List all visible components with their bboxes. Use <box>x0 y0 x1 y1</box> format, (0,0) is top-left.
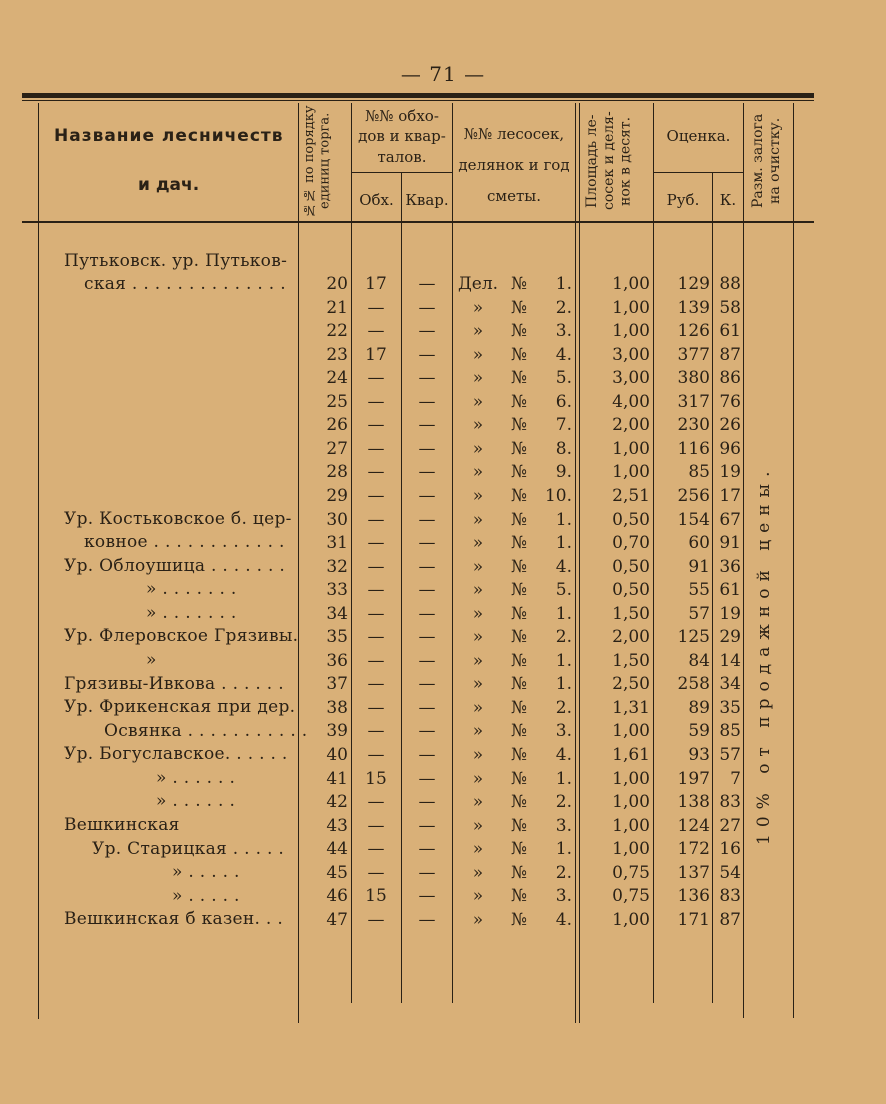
cell-rub: 377 <box>677 344 710 365</box>
name-row: Освянка . . . . . . . . . . . <box>104 721 308 741</box>
cell-rub: 93 <box>688 745 710 765</box>
cell-num: 1. <box>555 768 572 789</box>
cell-les: » <box>472 391 484 412</box>
cell-n: 41 <box>326 768 348 789</box>
cell-rub: 126 <box>677 321 710 342</box>
cell-obh: — <box>367 462 385 483</box>
cell-kop: 27 <box>719 815 741 836</box>
cell-num: 3. <box>555 321 572 342</box>
cell-no: № <box>510 674 528 695</box>
cell-les: » <box>472 485 484 506</box>
cell-no: № <box>510 627 528 648</box>
cell-rub: 60 <box>688 533 710 554</box>
cell-kv: — <box>418 792 436 813</box>
cell-no: № <box>510 344 528 365</box>
cell-kop: 83 <box>719 886 741 907</box>
cell-rub: 197 <box>677 768 710 789</box>
cell-n: 47 <box>326 909 348 930</box>
cell-area: 1,00 <box>612 909 650 930</box>
header-area-col: Площадь ле-сосек и дeля-нок в десят. <box>584 111 634 211</box>
header-obkhod-group: №№ обхо-дов и квар-талов. <box>358 107 446 166</box>
cell-kop: 19 <box>719 462 741 483</box>
cell-n: 40 <box>326 745 348 765</box>
cell-obh: — <box>367 391 385 412</box>
cell-les: » <box>472 721 484 742</box>
cell-kop: 29 <box>719 627 741 648</box>
cell-obh: — <box>367 580 385 601</box>
cell-kv: — <box>418 533 436 554</box>
cell-no: № <box>510 533 528 554</box>
cell-kv: — <box>418 839 436 860</box>
name-row: » . . . . . . <box>156 768 236 788</box>
cell-kop: 57 <box>719 745 741 765</box>
cell-les: » <box>472 556 484 577</box>
cell-n: 39 <box>326 721 348 742</box>
cell-kop: 16 <box>719 839 741 860</box>
cell-rub: 139 <box>677 297 710 318</box>
cell-kv: — <box>418 297 436 318</box>
cell-area: 1,00 <box>612 839 650 860</box>
cell-area: 1,61 <box>612 745 650 765</box>
cell-no: № <box>510 368 528 389</box>
cell-num: 1. <box>555 533 572 554</box>
name-row: » . . . . . . . <box>146 579 237 599</box>
cell-area: 0,50 <box>612 556 650 577</box>
cell-n: 23 <box>326 344 348 365</box>
cell-no: № <box>510 862 528 883</box>
header-ocenka-group: Оценка. <box>666 127 731 145</box>
cell-kv: — <box>418 697 436 718</box>
cell-kv: — <box>418 344 436 365</box>
cell-rub: 89 <box>688 697 710 718</box>
cell-num: 2. <box>555 792 572 813</box>
cell-les: » <box>472 697 484 718</box>
cell-n: 44 <box>326 839 348 860</box>
cell-no: № <box>510 556 528 577</box>
cell-obh: — <box>367 368 385 389</box>
cell-obh: — <box>367 297 385 318</box>
cell-num: 4. <box>555 909 572 930</box>
cell-num: 1. <box>555 650 572 671</box>
cell-kop: 36 <box>719 556 741 577</box>
top-rule <box>22 93 814 98</box>
header-num-col: №№ по порядку единиц торга. <box>302 105 333 217</box>
cell-no: № <box>510 650 528 671</box>
name-row: Ур. Флеровское Грязивы. <box>64 626 299 646</box>
cell-obh: — <box>367 721 385 742</box>
cell-obh: — <box>367 792 385 813</box>
cell-area: 3,00 <box>612 368 650 389</box>
cell-rub: 124 <box>677 815 710 836</box>
cell-num: 3. <box>555 721 572 742</box>
cell-area: 0,75 <box>612 862 650 883</box>
cell-num: 8. <box>555 438 572 459</box>
cell-num: 1. <box>555 509 572 530</box>
cell-no: № <box>510 391 528 412</box>
header-zalog-col: Разм. залога на очистку. <box>750 113 783 209</box>
cell-kv: — <box>418 580 436 601</box>
cell-les: » <box>472 745 484 765</box>
cell-kop: 61 <box>719 321 741 342</box>
cell-num: 4. <box>555 556 572 577</box>
cell-rub: 57 <box>688 603 710 624</box>
cell-kv: — <box>418 462 436 483</box>
cell-no: № <box>510 485 528 506</box>
cell-n: 30 <box>326 509 348 530</box>
cell-kop: 58 <box>719 297 741 318</box>
cell-n: 20 <box>326 274 348 294</box>
header-obkhod-sub: Обх. <box>359 191 394 209</box>
col-line <box>793 103 794 1018</box>
cell-rub: 258 <box>677 674 710 695</box>
cell-kop: 86 <box>719 368 741 389</box>
cell-obh: 15 <box>365 768 387 789</box>
cell-kv: — <box>418 650 436 671</box>
sub-header-rule <box>654 172 743 173</box>
cell-kv: — <box>418 674 436 695</box>
cell-area: 1,00 <box>612 321 650 342</box>
cell-les: » <box>472 415 484 436</box>
cell-les: » <box>472 815 484 836</box>
cell-no: № <box>510 745 528 765</box>
cell-area: 2,51 <box>612 485 650 506</box>
cell-les: » <box>472 344 484 365</box>
cell-obh: 15 <box>365 886 387 907</box>
cell-obh: — <box>367 485 385 506</box>
cell-kv: — <box>418 438 436 459</box>
cell-n: 22 <box>326 321 348 342</box>
cell-kv: — <box>418 509 436 530</box>
header-rule <box>22 221 814 223</box>
cell-n: 21 <box>326 297 348 318</box>
cell-obh: — <box>367 839 385 860</box>
cell-kv: — <box>418 721 436 742</box>
cell-num: 2. <box>555 697 572 718</box>
cell-kop: 7 <box>730 768 741 789</box>
cell-area: 1,50 <box>612 603 650 624</box>
cell-area: 0,50 <box>612 580 650 601</box>
cell-n: 37 <box>326 674 348 695</box>
cell-les: » <box>472 533 484 554</box>
name-row: Путьковск. ур. Путьков- <box>64 251 288 271</box>
page-number: — 71 — <box>400 62 486 86</box>
cell-num: 1. <box>555 274 572 294</box>
name-row: » <box>146 650 157 670</box>
name-row: Вешкинская б казен. . . <box>64 909 284 929</box>
header-kvar-sub: Квар. <box>405 191 449 209</box>
cell-obh: — <box>367 556 385 577</box>
cell-obh: — <box>367 627 385 648</box>
cell-rub: 91 <box>688 556 710 577</box>
cell-kv: — <box>418 862 436 883</box>
cell-num: 10. <box>544 485 572 506</box>
cell-no: № <box>510 580 528 601</box>
cell-rub: 59 <box>688 721 710 742</box>
cell-les: » <box>472 321 484 342</box>
header-lesosek-line2: делянок и год <box>458 156 570 174</box>
col-line <box>298 103 299 1023</box>
cell-area: 1,00 <box>612 815 650 836</box>
cell-num: 3. <box>555 815 572 836</box>
col-line <box>38 103 39 1019</box>
cell-rub: 380 <box>677 368 710 389</box>
cell-kop: 34 <box>719 674 741 695</box>
name-row: » . . . . . . . <box>146 603 237 623</box>
cell-num: 2. <box>555 297 572 318</box>
cell-area: 1,00 <box>612 721 650 742</box>
cell-kv: — <box>418 274 436 294</box>
cell-n: 36 <box>326 650 348 671</box>
cell-obh: — <box>367 415 385 436</box>
cell-les: Дел. <box>457 274 499 294</box>
cell-num: 4. <box>555 745 572 765</box>
cell-kop: 54 <box>719 862 741 883</box>
cell-kv: — <box>418 886 436 907</box>
cell-les: » <box>472 909 484 930</box>
cell-les: » <box>472 509 484 530</box>
cell-rub: 129 <box>677 274 710 294</box>
name-row: Ур. Старицкая . . . . . <box>92 839 285 859</box>
cell-rub: 125 <box>677 627 710 648</box>
cell-les: » <box>472 674 484 695</box>
cell-les: » <box>472 792 484 813</box>
col-line <box>575 103 576 1023</box>
cell-kv: — <box>418 768 436 789</box>
cell-n: 33 <box>326 580 348 601</box>
header-name-line2: и дач. <box>138 175 200 195</box>
cell-no: № <box>510 768 528 789</box>
cell-les: » <box>472 438 484 459</box>
cell-kv: — <box>418 745 436 765</box>
cell-kv: — <box>418 391 436 412</box>
cell-obh: — <box>367 603 385 624</box>
cell-kop: 14 <box>719 650 741 671</box>
cell-kv: — <box>418 909 436 930</box>
cell-no: № <box>510 839 528 860</box>
cell-les: » <box>472 297 484 318</box>
cell-no: № <box>510 603 528 624</box>
cell-kv: — <box>418 415 436 436</box>
cell-area: 1,00 <box>612 768 650 789</box>
cell-no: № <box>510 415 528 436</box>
cell-area: 0,75 <box>612 886 650 907</box>
cell-obh: 17 <box>365 344 387 365</box>
cell-rub: 317 <box>677 391 710 412</box>
cell-kv: — <box>418 485 436 506</box>
cell-n: 29 <box>326 485 348 506</box>
name-row: Ур. Богуславское. . . . . . <box>64 744 288 764</box>
cell-no: № <box>510 297 528 318</box>
cell-rub: 116 <box>677 438 710 459</box>
cell-no: № <box>510 438 528 459</box>
cell-kop: 85 <box>719 721 741 742</box>
cell-num: 5. <box>555 580 572 601</box>
cell-obh: 17 <box>365 274 387 294</box>
cell-obh: — <box>367 815 385 836</box>
cell-n: 38 <box>326 697 348 718</box>
cell-area: 1,00 <box>612 297 650 318</box>
cell-num: 4. <box>555 344 572 365</box>
cell-kv: — <box>418 627 436 648</box>
cell-num: 1. <box>555 603 572 624</box>
header-name-line1: Название лесничеств <box>54 126 284 146</box>
name-row: Ур. Фрикенская при дер. <box>64 697 296 717</box>
cell-les: » <box>472 862 484 883</box>
cell-num: 2. <box>555 862 572 883</box>
cell-kop: 19 <box>719 603 741 624</box>
cell-num: 1. <box>555 839 572 860</box>
cell-area: 1,00 <box>612 438 650 459</box>
cell-n: 31 <box>326 533 348 554</box>
cell-obh: — <box>367 674 385 695</box>
cell-n: 25 <box>326 391 348 412</box>
cell-kop: 17 <box>719 485 741 506</box>
top-rule-thin <box>22 100 814 101</box>
cell-les: » <box>472 650 484 671</box>
cell-no: № <box>510 321 528 342</box>
cell-kop: 88 <box>719 274 741 294</box>
name-row: Ур. Облоушица . . . . . . . <box>64 556 286 576</box>
cell-n: 42 <box>326 792 348 813</box>
cell-area: 0,70 <box>612 533 650 554</box>
cell-n: 46 <box>326 886 348 907</box>
name-row: Вешкинская <box>64 815 180 835</box>
cell-les: » <box>472 368 484 389</box>
name-row: ская . . . . . . . . . . . . . . <box>84 274 286 294</box>
cell-no: № <box>510 909 528 930</box>
cell-n: 43 <box>326 815 348 836</box>
cell-les: » <box>472 768 484 789</box>
cell-area: 1,50 <box>612 650 650 671</box>
cell-n: 34 <box>326 603 348 624</box>
cell-kop: 91 <box>719 533 741 554</box>
header-kop-sub: К. <box>719 191 737 209</box>
cell-no: № <box>510 697 528 718</box>
cell-rub: 256 <box>677 485 710 506</box>
name-row: » . . . . . <box>172 886 240 906</box>
cell-area: 1,00 <box>612 462 650 483</box>
cell-area: 2,50 <box>612 674 650 695</box>
cell-rub: 85 <box>688 462 710 483</box>
name-row: » . . . . . <box>172 862 240 882</box>
cell-n: 45 <box>326 862 348 883</box>
cell-les: » <box>472 580 484 601</box>
cell-area: 2,00 <box>612 627 650 648</box>
cell-kop: 96 <box>719 438 741 459</box>
cell-rub: 136 <box>677 886 710 907</box>
cell-rub: 84 <box>688 650 710 671</box>
cell-kv: — <box>418 556 436 577</box>
name-row: Грязивы-Ивкова . . . . . . <box>64 674 284 694</box>
cell-kop: 61 <box>719 580 741 601</box>
cell-les: » <box>472 603 484 624</box>
name-row: ковное . . . . . . . . . . . . <box>84 532 285 552</box>
cell-obh: — <box>367 533 385 554</box>
cell-num: 9. <box>555 462 572 483</box>
cell-kv: — <box>418 368 436 389</box>
cell-obh: — <box>367 697 385 718</box>
cell-rub: 138 <box>677 792 710 813</box>
cell-obh: — <box>367 438 385 459</box>
cell-n: 35 <box>326 627 348 648</box>
cell-les: » <box>472 839 484 860</box>
cell-les: » <box>472 886 484 907</box>
cell-area: 1,00 <box>612 274 650 294</box>
cell-kv: — <box>418 321 436 342</box>
cell-num: 1. <box>555 674 572 695</box>
cell-area: 1,00 <box>612 792 650 813</box>
sub-header-rule <box>352 172 452 173</box>
cell-les: » <box>472 627 484 648</box>
cell-n: 24 <box>326 368 348 389</box>
cell-obh: — <box>367 509 385 530</box>
cell-num: 6. <box>555 391 572 412</box>
cell-no: № <box>510 462 528 483</box>
cell-area: 1,31 <box>612 697 650 718</box>
cell-n: 32 <box>326 556 348 577</box>
cell-kop: 26 <box>719 415 741 436</box>
header-lesosek-line3: сметы. <box>487 187 541 205</box>
cell-area: 2,00 <box>612 415 650 436</box>
cell-obh: — <box>367 321 385 342</box>
header-rub-sub: Руб. <box>666 191 700 209</box>
cell-kop: 87 <box>719 344 741 365</box>
cell-kop: 35 <box>719 697 741 718</box>
cell-num: 3. <box>555 886 572 907</box>
cell-rub: 55 <box>688 580 710 601</box>
cell-area: 4,00 <box>612 391 650 412</box>
cell-rub: 230 <box>677 415 710 436</box>
name-row: » . . . . . . <box>156 791 236 811</box>
cell-n: 26 <box>326 415 348 436</box>
cell-rub: 154 <box>677 509 710 530</box>
cell-rub: 172 <box>677 839 710 860</box>
cell-no: № <box>510 886 528 907</box>
zalog-note: 10% от продажной цены. <box>754 464 774 846</box>
cell-kop: 67 <box>719 509 741 530</box>
cell-obh: — <box>367 909 385 930</box>
col-line <box>743 103 744 1018</box>
cell-num: 7. <box>555 415 572 436</box>
cell-kop: 76 <box>719 391 741 412</box>
cell-kv: — <box>418 815 436 836</box>
cell-no: № <box>510 509 528 530</box>
header-lesosek-line1: №№ лесосек, <box>463 125 565 143</box>
cell-obh: — <box>367 745 385 765</box>
cell-num: 5. <box>555 368 572 389</box>
cell-kv: — <box>418 603 436 624</box>
cell-n: 28 <box>326 462 348 483</box>
name-row: Ур. Костьковское б. цер- <box>64 509 292 529</box>
cell-obh: — <box>367 862 385 883</box>
cell-area: 0,50 <box>612 509 650 530</box>
cell-rub: 137 <box>677 862 710 883</box>
col-line <box>452 103 453 1003</box>
cell-no: № <box>510 792 528 813</box>
cell-n: 27 <box>326 438 348 459</box>
cell-kop: 83 <box>719 792 741 813</box>
cell-no: № <box>510 721 528 742</box>
cell-no: № <box>510 815 528 836</box>
cell-rub: 171 <box>677 909 710 930</box>
cell-les: » <box>472 462 484 483</box>
cell-area: 3,00 <box>612 344 650 365</box>
cell-obh: — <box>367 650 385 671</box>
cell-num: 2. <box>555 627 572 648</box>
cell-kop: 87 <box>719 909 741 930</box>
cell-no: № <box>510 274 528 294</box>
